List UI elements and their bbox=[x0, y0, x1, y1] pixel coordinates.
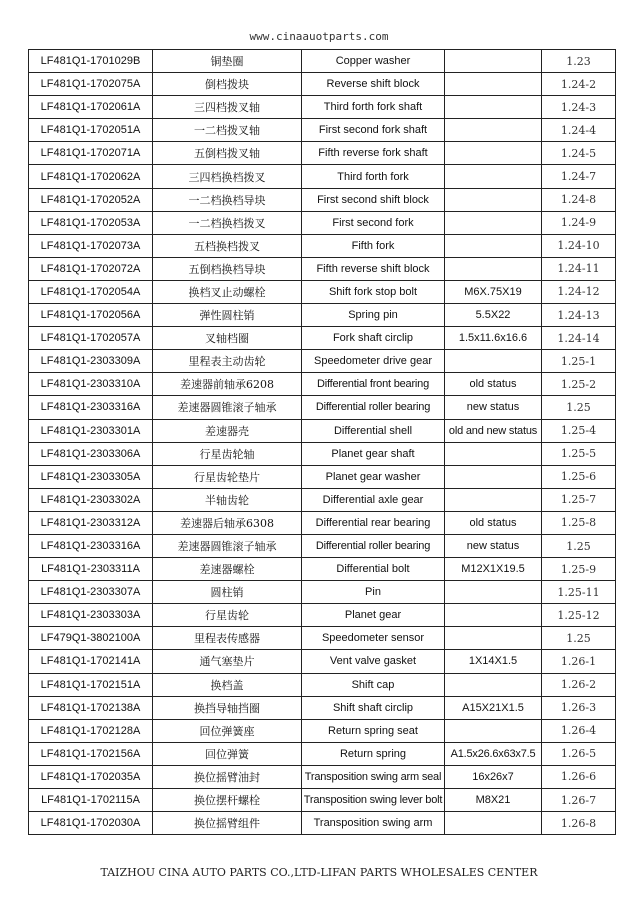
table-row bbox=[29, 419, 616, 442]
chinese-name-cell: 叉轴档圈 bbox=[153, 327, 302, 350]
english-name-cell: Spring pin bbox=[302, 304, 445, 327]
figure-ref-cell: 1.25-7 bbox=[542, 488, 616, 511]
part-number-cell: LF481Q1-2303303A bbox=[29, 604, 153, 627]
spec-cell: old status bbox=[445, 511, 542, 534]
chinese-name-cell: 五倒档换档导块 bbox=[153, 257, 302, 280]
company-footer: TAIZHOU CINA AUTO PARTS CO.,LTD-LIFAN PARTS WHOLESALES CENTER bbox=[100, 866, 538, 879]
figure-ref-cell: 1.25-1 bbox=[542, 350, 616, 373]
figure-ref-cell: 1.25-6 bbox=[542, 465, 616, 488]
chinese-name-cell: 差速器圆锥滚子轴承 bbox=[153, 534, 302, 557]
english-name-cell: Speedometer sensor bbox=[302, 627, 445, 650]
english-name-cell: Transposition swing lever bolt bbox=[302, 789, 445, 812]
chinese-name-cell: 差速器后轴承6308 bbox=[153, 511, 302, 534]
figure-ref-cell: 1.26-7 bbox=[542, 789, 616, 812]
table-row bbox=[29, 327, 616, 350]
english-name-cell: Vent valve gasket bbox=[302, 650, 445, 673]
part-number-cell: LF481Q1-1702115A bbox=[29, 789, 153, 812]
chinese-name-cell: 差速器螺栓 bbox=[153, 558, 302, 581]
table-row bbox=[29, 673, 616, 696]
chinese-name-cell: 行星齿轮轴 bbox=[153, 442, 302, 465]
spec-cell bbox=[445, 142, 542, 165]
chinese-name-cell: 行星齿轮垫片 bbox=[153, 465, 302, 488]
spec-cell bbox=[445, 488, 542, 511]
chinese-name-cell: 一二档换档导块 bbox=[153, 188, 302, 211]
english-name-cell: Copper washer bbox=[302, 50, 445, 73]
figure-ref-cell: 1.26-6 bbox=[542, 765, 616, 788]
chinese-name-cell: 弹性圆柱销 bbox=[153, 304, 302, 327]
chinese-name-cell: 差速器圆锥滚子轴承 bbox=[153, 396, 302, 419]
part-number-cell: LF481Q1-1702061A bbox=[29, 96, 153, 119]
english-name-cell: Differential rear bearing bbox=[302, 511, 445, 534]
part-number-cell: LF481Q1-1702057A bbox=[29, 327, 153, 350]
part-number-cell: LF481Q1-1702073A bbox=[29, 234, 153, 257]
spec-cell bbox=[445, 673, 542, 696]
part-number-cell: LF481Q1-1702072A bbox=[29, 257, 153, 280]
figure-ref-cell: 1.26-5 bbox=[542, 742, 616, 765]
chinese-name-cell: 换位摇臂油封 bbox=[153, 765, 302, 788]
chinese-name-cell: 换位摆杆螺栓 bbox=[153, 789, 302, 812]
spec-cell bbox=[445, 442, 542, 465]
english-name-cell: Return spring seat bbox=[302, 719, 445, 742]
chinese-name-cell: 五倒档拨叉轴 bbox=[153, 142, 302, 165]
figure-ref-cell: 1.24-2 bbox=[542, 73, 616, 96]
spec-cell: 16x26x7 bbox=[445, 765, 542, 788]
figure-ref-cell: 1.24-10 bbox=[542, 234, 616, 257]
english-name-cell: Fifth fork bbox=[302, 234, 445, 257]
chinese-name-cell: 一二档换档拨叉 bbox=[153, 211, 302, 234]
figure-ref-cell: 1.25 bbox=[542, 534, 616, 557]
figure-ref-cell: 1.24-12 bbox=[542, 280, 616, 303]
table-row bbox=[29, 696, 616, 719]
spec-cell: A1.5x26.6x63x7.5 bbox=[445, 742, 542, 765]
part-number-cell: LF481Q1-1702051A bbox=[29, 119, 153, 142]
spec-cell: A15X21X1.5 bbox=[445, 696, 542, 719]
chinese-name-cell: 铜垫圈 bbox=[153, 50, 302, 73]
part-number-cell: LF481Q1-2303316A bbox=[29, 396, 153, 419]
figure-ref-cell: 1.26-8 bbox=[542, 812, 616, 835]
part-number-cell: LF481Q1-2303311A bbox=[29, 558, 153, 581]
english-name-cell: Planet gear washer bbox=[302, 465, 445, 488]
english-name-cell: Shift cap bbox=[302, 673, 445, 696]
english-name-cell: Shift shaft circlip bbox=[302, 696, 445, 719]
figure-ref-cell: 1.23 bbox=[542, 50, 616, 73]
figure-ref-cell: 1.25-12 bbox=[542, 604, 616, 627]
spec-cell: 5.5X22 bbox=[445, 304, 542, 327]
english-name-cell: Differential roller bearing bbox=[302, 396, 445, 419]
chinese-name-cell: 行星齿轮 bbox=[153, 604, 302, 627]
spec-cell bbox=[445, 719, 542, 742]
chinese-name-cell: 半轴齿轮 bbox=[153, 488, 302, 511]
english-name-cell: Transposition swing arm bbox=[302, 812, 445, 835]
figure-ref-cell: 1.25 bbox=[542, 396, 616, 419]
chinese-name-cell: 三四档拨叉轴 bbox=[153, 96, 302, 119]
part-number-cell: LF481Q1-1702128A bbox=[29, 719, 153, 742]
part-number-cell: LF481Q1-2303316A bbox=[29, 534, 153, 557]
english-name-cell: Differential bolt bbox=[302, 558, 445, 581]
figure-ref-cell: 1.25-2 bbox=[542, 373, 616, 396]
part-number-cell: LF481Q1-1702062A bbox=[29, 165, 153, 188]
table-row bbox=[29, 558, 616, 581]
figure-ref-cell: 1.24-3 bbox=[542, 96, 616, 119]
part-number-cell: LF481Q1-1702151A bbox=[29, 673, 153, 696]
figure-ref-cell: 1.24-8 bbox=[542, 188, 616, 211]
english-name-cell: Differential front bearing bbox=[302, 373, 445, 396]
figure-ref-cell: 1.26-2 bbox=[542, 673, 616, 696]
figure-ref-cell: 1.25-9 bbox=[542, 558, 616, 581]
table-row bbox=[29, 350, 616, 373]
spec-cell bbox=[445, 627, 542, 650]
chinese-name-cell: 换位摇臂组件 bbox=[153, 812, 302, 835]
figure-ref-cell: 1.24-14 bbox=[542, 327, 616, 350]
figure-ref-cell: 1.24-13 bbox=[542, 304, 616, 327]
chinese-name-cell: 一二档拨叉轴 bbox=[153, 119, 302, 142]
chinese-name-cell: 差速器前轴承6208 bbox=[153, 373, 302, 396]
english-name-cell: Planet gear shaft bbox=[302, 442, 445, 465]
part-number-cell: LF481Q1-2303307A bbox=[29, 581, 153, 604]
english-name-cell: Differential axle gear bbox=[302, 488, 445, 511]
parts-table bbox=[28, 49, 616, 835]
chinese-name-cell: 圆柱销 bbox=[153, 581, 302, 604]
spec-cell: M6X.75X19 bbox=[445, 280, 542, 303]
spec-cell bbox=[445, 465, 542, 488]
chinese-name-cell: 换档叉止动螺栓 bbox=[153, 280, 302, 303]
site-url-header: www.cinaauotparts.com bbox=[249, 30, 389, 43]
table-row bbox=[29, 742, 616, 765]
spec-cell bbox=[445, 188, 542, 211]
figure-ref-cell: 1.24-7 bbox=[542, 165, 616, 188]
english-name-cell: Shift fork stop bolt bbox=[302, 280, 445, 303]
table-row bbox=[29, 211, 616, 234]
figure-ref-cell: 1.26-3 bbox=[542, 696, 616, 719]
spec-cell bbox=[445, 350, 542, 373]
part-number-cell: LF481Q1-1702138A bbox=[29, 696, 153, 719]
chinese-name-cell: 里程表传感器 bbox=[153, 627, 302, 650]
part-number-cell: LF481Q1-1702156A bbox=[29, 742, 153, 765]
spec-cell: 1X14X1.5 bbox=[445, 650, 542, 673]
table-row bbox=[29, 119, 616, 142]
english-name-cell: Speedometer drive gear bbox=[302, 350, 445, 373]
chinese-name-cell: 差速器壳 bbox=[153, 419, 302, 442]
part-number-cell: LF481Q1-1702075A bbox=[29, 73, 153, 96]
table-row bbox=[29, 396, 616, 419]
english-name-cell: Third forth fork bbox=[302, 165, 445, 188]
figure-ref-cell: 1.26-1 bbox=[542, 650, 616, 673]
table-row bbox=[29, 50, 616, 73]
figure-ref-cell: 1.24-9 bbox=[542, 211, 616, 234]
spec-cell: new status bbox=[445, 396, 542, 419]
chinese-name-cell: 换档盖 bbox=[153, 673, 302, 696]
part-number-cell: LF481Q1-2303301A bbox=[29, 419, 153, 442]
spec-cell bbox=[445, 257, 542, 280]
spec-cell bbox=[445, 119, 542, 142]
table-row bbox=[29, 789, 616, 812]
table-row bbox=[29, 812, 616, 835]
chinese-name-cell: 换挡导轴挡圈 bbox=[153, 696, 302, 719]
part-number-cell: LF481Q1-1702054A bbox=[29, 280, 153, 303]
table-row bbox=[29, 511, 616, 534]
figure-ref-cell: 1.25-11 bbox=[542, 581, 616, 604]
part-number-cell: LF481Q1-1702052A bbox=[29, 188, 153, 211]
table-row bbox=[29, 650, 616, 673]
spec-cell: 1.5x11.6x16.6 bbox=[445, 327, 542, 350]
table-row bbox=[29, 465, 616, 488]
english-name-cell: Differential shell bbox=[302, 419, 445, 442]
chinese-name-cell: 倒档拨块 bbox=[153, 73, 302, 96]
parts-table-body bbox=[29, 50, 616, 835]
table-row bbox=[29, 304, 616, 327]
spec-cell: M12X1X19.5 bbox=[445, 558, 542, 581]
spec-cell bbox=[445, 581, 542, 604]
table-row bbox=[29, 257, 616, 280]
part-number-cell: LF481Q1-2303306A bbox=[29, 442, 153, 465]
english-name-cell: First second fork shaft bbox=[302, 119, 445, 142]
figure-ref-cell: 1.25-8 bbox=[542, 511, 616, 534]
part-number-cell: LF481Q1-2303312A bbox=[29, 511, 153, 534]
part-number-cell: LF481Q1-1702141A bbox=[29, 650, 153, 673]
table-row bbox=[29, 604, 616, 627]
spec-cell bbox=[445, 812, 542, 835]
table-row bbox=[29, 280, 616, 303]
chinese-name-cell: 三四档换档拨叉 bbox=[153, 165, 302, 188]
figure-ref-cell: 1.24-5 bbox=[542, 142, 616, 165]
part-number-cell: LF481Q1-1702053A bbox=[29, 211, 153, 234]
english-name-cell: First second shift block bbox=[302, 188, 445, 211]
spec-cell bbox=[445, 96, 542, 119]
figure-ref-cell: 1.24-4 bbox=[542, 119, 616, 142]
table-row bbox=[29, 373, 616, 396]
spec-cell bbox=[445, 211, 542, 234]
table-row bbox=[29, 627, 616, 650]
table-row bbox=[29, 188, 616, 211]
chinese-name-cell: 通气塞垫片 bbox=[153, 650, 302, 673]
english-name-cell: Differential roller bearing bbox=[302, 534, 445, 557]
table-row bbox=[29, 142, 616, 165]
english-name-cell: Pin bbox=[302, 581, 445, 604]
figure-ref-cell: 1.25-5 bbox=[542, 442, 616, 465]
table-row bbox=[29, 165, 616, 188]
table-row bbox=[29, 765, 616, 788]
spec-cell bbox=[445, 73, 542, 96]
part-number-cell: LF481Q1-1702056A bbox=[29, 304, 153, 327]
english-name-cell: Fifth reverse fork shaft bbox=[302, 142, 445, 165]
spec-cell bbox=[445, 165, 542, 188]
spec-cell: old and new status bbox=[445, 419, 542, 442]
spec-cell bbox=[445, 604, 542, 627]
english-name-cell: Reverse shift block bbox=[302, 73, 445, 96]
figure-ref-cell: 1.24-11 bbox=[542, 257, 616, 280]
english-name-cell: Fork shaft circlip bbox=[302, 327, 445, 350]
english-name-cell: Third forth fork shaft bbox=[302, 96, 445, 119]
spec-cell: new status bbox=[445, 534, 542, 557]
table-row bbox=[29, 96, 616, 119]
english-name-cell: First second fork bbox=[302, 211, 445, 234]
part-number-cell: LF481Q1-2303302A bbox=[29, 488, 153, 511]
english-name-cell: Planet gear bbox=[302, 604, 445, 627]
table-row bbox=[29, 234, 616, 257]
table-row bbox=[29, 442, 616, 465]
english-name-cell: Fifth reverse shift block bbox=[302, 257, 445, 280]
table-row bbox=[29, 73, 616, 96]
english-name-cell: Transposition swing arm seal bbox=[302, 765, 445, 788]
part-number-cell: LF481Q1-1701029B bbox=[29, 50, 153, 73]
spec-cell bbox=[445, 50, 542, 73]
spec-cell: M8X21 bbox=[445, 789, 542, 812]
table-row bbox=[29, 488, 616, 511]
part-number-cell: LF481Q1-2303309A bbox=[29, 350, 153, 373]
spec-cell: old status bbox=[445, 373, 542, 396]
chinese-name-cell: 里程表主动齿轮 bbox=[153, 350, 302, 373]
part-number-cell: LF481Q1-1702030A bbox=[29, 812, 153, 835]
part-number-cell: LF481Q1-1702035A bbox=[29, 765, 153, 788]
part-number-cell: LF481Q1-1702071A bbox=[29, 142, 153, 165]
figure-ref-cell: 1.26-4 bbox=[542, 719, 616, 742]
chinese-name-cell: 五档换档拨叉 bbox=[153, 234, 302, 257]
part-number-cell: LF481Q1-2303310A bbox=[29, 373, 153, 396]
part-number-cell: LF481Q1-2303305A bbox=[29, 465, 153, 488]
table-row bbox=[29, 534, 616, 557]
table-row bbox=[29, 719, 616, 742]
table-row bbox=[29, 581, 616, 604]
chinese-name-cell: 回位弹簧座 bbox=[153, 719, 302, 742]
chinese-name-cell: 回位弹簧 bbox=[153, 742, 302, 765]
spec-cell bbox=[445, 234, 542, 257]
figure-ref-cell: 1.25 bbox=[542, 627, 616, 650]
figure-ref-cell: 1.25-4 bbox=[542, 419, 616, 442]
english-name-cell: Return spring bbox=[302, 742, 445, 765]
part-number-cell: LF479Q1-3802100A bbox=[29, 627, 153, 650]
